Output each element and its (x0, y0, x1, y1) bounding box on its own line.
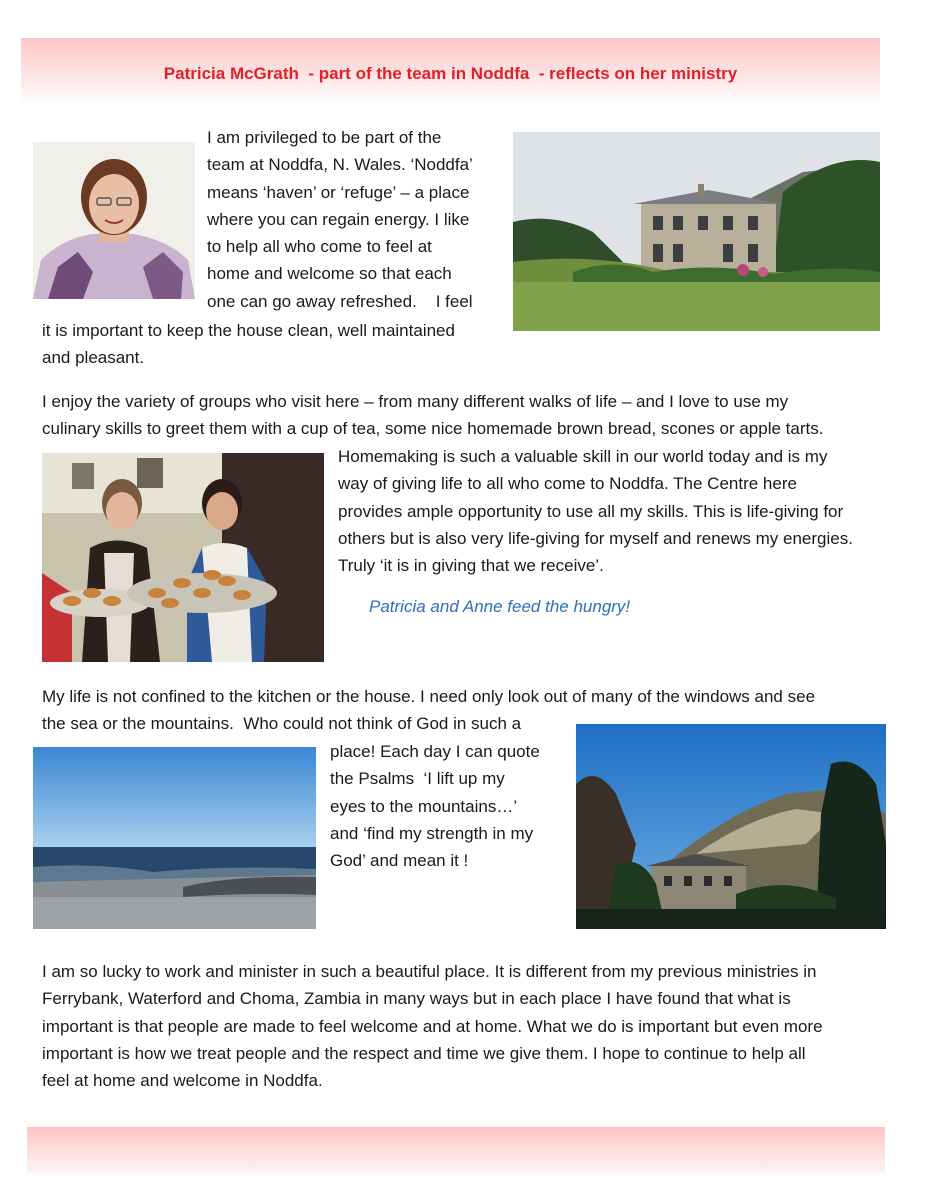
text-line: where you can regain energy. I like (207, 209, 470, 229)
intro-paragraph (207, 124, 473, 315)
text-line: the sea or the mountains. Who could not think of God in such a (42, 714, 522, 734)
text-line: to help all who come to feel at (207, 237, 432, 257)
mountain-photo (576, 724, 886, 929)
text-line: Truly ‘it is in giving that we receive’. (338, 556, 604, 576)
text-line: eyes to the mountains…’ (330, 796, 518, 816)
text-line: culinary skills to greet them with a cup of tea, some nice homemade brown bread, scones or apple tarts. (42, 419, 824, 439)
footer-banner (27, 1127, 885, 1173)
text-line: means ‘haven’ or ‘refuge’ – a place (207, 182, 470, 202)
closing-paragraph (42, 958, 823, 1094)
text-line: place! Each day I can quote (330, 742, 540, 761)
house-photo (513, 132, 880, 331)
text-line: home and welcome so that each (207, 264, 452, 284)
kitchen-photo (42, 453, 324, 662)
photo-caption: Patricia and Anne feed the hungry! (369, 597, 631, 616)
text-line: important is how we treat people and the respect and time we give them. I hope to continue to help all (42, 1043, 806, 1063)
intro-paragraph-cont (42, 317, 455, 372)
portrait-photo (33, 142, 195, 299)
sea-photo (33, 747, 316, 929)
text-line: My life is not confined to the kitchen or the house. I need only look out of many of the windows and see (42, 687, 816, 706)
text-line: team at Noddfa, N. Wales. ‘Noddfa’ (207, 155, 473, 175)
text-line: the Psalms ‘I lift up my (330, 769, 505, 789)
text-line: Ferrybank, Waterford and Choma, Zambia in many ways but in each place I have found that what is (42, 989, 791, 1009)
text-line: others but is also very life-giving for myself and renews my energies. (338, 528, 853, 548)
text-line: it is important to keep the house clean, well maintained (42, 321, 455, 340)
text-line: God’ and mean it ! (330, 851, 469, 871)
text-line: and pleasant. (42, 348, 145, 368)
text-line: I enjoy the variety of groups who visit here – from many different walks of life – and I love to use my (42, 392, 789, 411)
text-line: and ‘find my strength in my (330, 823, 534, 843)
psalms-paragraph (330, 738, 540, 874)
text-line: I am privileged to be part of the (207, 128, 442, 147)
text-line: provides ample opportunity to use all my skills. This is life-giving for (338, 501, 844, 521)
text-line: way of giving life to all who come to Noddfa. The Centre here (338, 474, 797, 494)
text-line: Homemaking is such a valuable skill in our world today and is my (338, 447, 828, 466)
page-title: Patricia McGrath - part of the team in Noddfa - reflects on her ministry (163, 64, 738, 83)
text-line: important is that people are made to feel welcome and at home. What we do is important but even more (42, 1016, 823, 1036)
text-line: I am so lucky to work and minister in such a beautiful place. It is different from my previous ministries in (42, 962, 817, 981)
text-line: feel at home and welcome in Noddfa. (42, 1071, 323, 1091)
homemaking-paragraph (338, 443, 853, 579)
text-line: one can go away refreshed. I feel (207, 291, 473, 311)
groups-paragraph (42, 388, 823, 443)
